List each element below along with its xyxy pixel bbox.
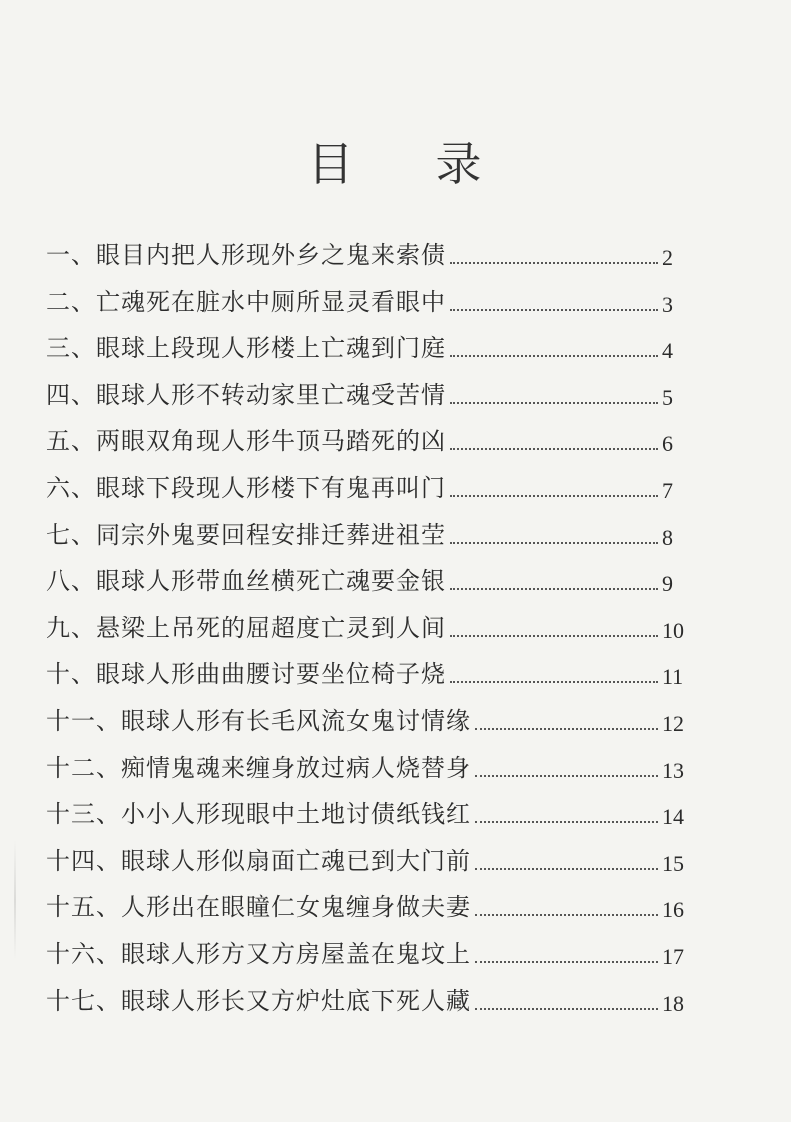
- toc-entry-page-number: 18: [662, 990, 684, 1016]
- toc-entry: [46, 797, 696, 844]
- toc-entry-number: 十三、: [46, 800, 121, 829]
- toc-entry-number: 四、: [46, 380, 96, 409]
- toc-entry-page-number: 9: [662, 571, 673, 597]
- toc-entry: [46, 844, 696, 891]
- toc-dot-leader: [475, 984, 658, 1010]
- toc-entry-page-number: 15: [662, 850, 684, 876]
- toc-entry-number: 十、: [46, 660, 96, 689]
- toc-dot-leader: [475, 751, 658, 777]
- toc-entry: [46, 424, 696, 471]
- toc-entry-number: 十六、: [46, 939, 121, 968]
- toc-entry-page-number: 11: [662, 664, 684, 690]
- toc-entry-number: 九、: [46, 613, 96, 642]
- toc-dot-leader: [450, 518, 658, 544]
- toc-entry-title: 悬梁上吊死的屈超度亡灵到人间: [96, 613, 446, 642]
- toc-dot-leader: [450, 285, 658, 311]
- toc-entry-title: 眼球人形方又方房屋盖在鬼坟上: [121, 939, 471, 968]
- toc-entry-title: 眼球人形不转动家里亡魂受苦情: [96, 380, 446, 409]
- toc-dot-leader: [475, 797, 658, 823]
- toc-entry-title: 眼球上段现人形楼上亡魂到门庭: [96, 334, 446, 363]
- toc-entry: [46, 285, 696, 332]
- toc-entry: [46, 704, 696, 751]
- toc-entry-page-number: 6: [662, 431, 673, 457]
- toc-entry-title: 眼目内把人形现外乡之鬼来索债: [96, 241, 446, 269]
- toc-entry-page-number: 4: [662, 338, 673, 364]
- toc-entry: [46, 238, 696, 285]
- toc-dot-leader: [450, 331, 658, 357]
- title-char-2: 录: [435, 137, 484, 191]
- toc-entry-title: 眼球人形有长毛风流女鬼讨情缘: [121, 706, 471, 735]
- scan-edge-mark: [14, 840, 16, 960]
- toc-dot-leader: [450, 471, 658, 497]
- toc-entry-title: 小小人形现眼中土地讨债纸钱红: [121, 800, 471, 829]
- toc-entry-number: 十四、: [46, 846, 121, 875]
- toc-entry-page-number: 5: [662, 384, 673, 410]
- toc-entry-page-number: 14: [662, 804, 684, 830]
- toc-entry: [46, 564, 696, 611]
- toc-dot-leader: [475, 704, 658, 730]
- toc-entry-number: 三、: [46, 334, 96, 363]
- toc-entry-number: 十七、: [46, 986, 121, 1015]
- toc-entry-page-number: 7: [662, 477, 673, 503]
- toc-entry: [46, 890, 696, 937]
- toc-entry-number: 十一、: [46, 706, 121, 735]
- toc-dot-leader: [450, 657, 658, 683]
- toc-entry: [46, 984, 696, 1031]
- toc-entry: [46, 657, 696, 704]
- toc-entry: [46, 378, 696, 425]
- toc-dot-leader: [450, 424, 658, 450]
- toc-entry-number: 五、: [46, 427, 96, 456]
- toc-entry-number: 二、: [46, 287, 96, 316]
- toc-entry-page-number: 12: [662, 710, 684, 736]
- toc-entry-page-number: 13: [662, 757, 684, 783]
- toc-entry: [46, 518, 696, 565]
- toc-entry-title: 眼球人形长又方炉灶底下死人藏: [121, 986, 471, 1015]
- toc-entry-title: 眼球人形带血丝横死亡魂要金银: [96, 567, 446, 596]
- toc-entry-title: 眼球人形曲曲腰讨要坐位椅子烧: [96, 660, 446, 689]
- toc-entry-title: 同宗外鬼要回程安排迁葬进祖茔: [96, 520, 446, 549]
- toc-entry: [46, 751, 696, 798]
- toc-entry-number: 六、: [46, 473, 96, 502]
- toc-dot-leader: [450, 564, 658, 590]
- toc-dot-leader: [450, 238, 658, 264]
- toc-entry-page-number: 16: [662, 897, 684, 923]
- toc-entry-page-number: 10: [662, 617, 684, 643]
- toc-entry: [46, 331, 696, 378]
- page-title: [0, 128, 791, 194]
- toc-entry-title: 眼球下段现人形楼下有鬼再叫门: [96, 473, 446, 502]
- table-of-contents: [46, 238, 696, 1030]
- toc-entry-title: 人形出在眼瞳仁女鬼缠身做夫妻: [121, 893, 471, 922]
- toc-entry-title: 眼球人形似扇面亡魂已到大门前: [121, 846, 471, 875]
- title-char-1: 目: [307, 137, 356, 191]
- toc-entry: [46, 471, 696, 518]
- toc-entry-title: 亡魂死在脏水中厕所显灵看眼中: [96, 287, 446, 316]
- toc-dot-leader: [475, 937, 658, 963]
- toc-entry: [46, 611, 696, 658]
- toc-entry-number: 七、: [46, 520, 96, 549]
- toc-entry-page-number: 2: [662, 245, 673, 270]
- toc-entry-number: 十二、: [46, 753, 121, 782]
- toc-entry-title: 两眼双角现人形牛顶马踏死的凶: [96, 427, 446, 456]
- toc-dot-leader: [450, 378, 658, 404]
- toc-entry-page-number: 17: [662, 943, 684, 969]
- toc-dot-leader: [450, 611, 658, 637]
- toc-entry-number: 一、: [46, 241, 96, 269]
- toc-dot-leader: [475, 844, 658, 870]
- toc-entry-number: 十五、: [46, 893, 121, 922]
- toc-entry: [46, 937, 696, 984]
- toc-entry-page-number: 8: [662, 524, 673, 550]
- toc-entry-number: 八、: [46, 567, 96, 596]
- toc-entry-page-number: 3: [662, 291, 673, 317]
- toc-dot-leader: [475, 890, 658, 916]
- toc-entry-title: 痴情鬼魂来缠身放过病人烧替身: [121, 753, 471, 782]
